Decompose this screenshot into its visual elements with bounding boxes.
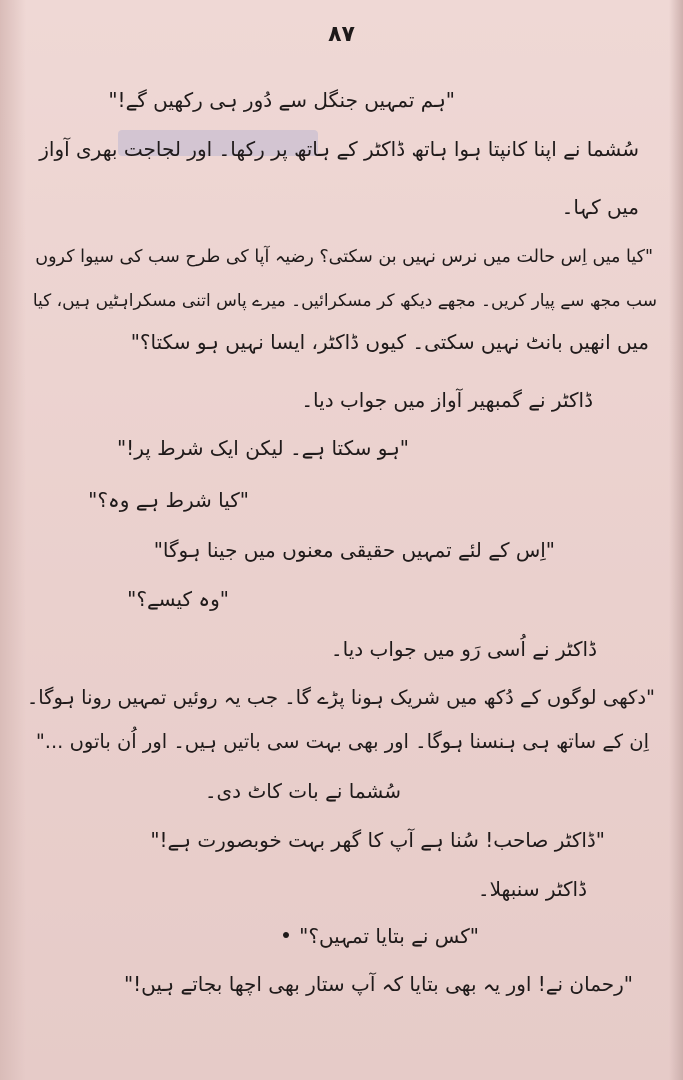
text-line: "کیا شرط ہے وہ؟"	[88, 488, 249, 512]
text-line: ڈاکٹر نے اُسی رَو میں جواب دیا۔	[330, 637, 597, 661]
text-line: "اِس کے لئے تمہیں حقیقی معنوں میں جینا ہوگا"	[153, 538, 555, 562]
text-line: "ڈاکٹر صاحب! سُنا ہے آپ کا گھر بہت خوبصورت ہے!"	[150, 828, 605, 852]
text-line: میں انھیں بانٹ نہیں سکتی۔ کیوں ڈاکٹر، ایسا نہیں ہو سکتا؟"	[130, 330, 649, 354]
text-line: "ہم تمہیں جنگل سے دُور ہی رکھیں گے!"	[108, 88, 455, 112]
page-right-shadow	[669, 0, 683, 1080]
text-line: میں کہا۔	[561, 195, 639, 219]
text-line: سب مجھ سے پیار کریں۔ مجھے دیکھ کر مسکرائیں۔ میرے پاس اتنی مسکراہٹیں ہیں، کیا	[32, 291, 657, 311]
page-number: ۸۷	[328, 22, 355, 47]
text-line: "کیا میں اِس حالت میں نرس نہیں بن سکتی؟ رضیہ آپا کی طرح سب کی سیوا کروں	[35, 247, 653, 267]
ink-dot	[283, 932, 289, 938]
text-line: "ہو سکتا ہے۔ لیکن ایک شرط پر!"	[116, 436, 409, 460]
text-line: "کس نے بتایا تمہیں؟"	[299, 924, 479, 948]
text-line: ڈاکٹر سنبھلا۔	[477, 877, 587, 901]
text-line: سُشما نے بات کاٹ دی۔	[204, 779, 401, 803]
text-line: سُشما نے اپنا کانپتا ہوا ہاتھ ڈاکٹر کے ہاتھ پر رکھا۔ اور لجاجت بھری آواز	[39, 137, 639, 161]
text-line: اِن کے ساتھ ہی ہنسنا ہوگا۔ اور بھی بہت سی باتیں ہیں۔ اور اُن باتوں ..."	[35, 730, 649, 753]
text-line: "دکھی لوگوں کے دُکھ میں شریک ہونا پڑے گا۔ جب یہ روئیں تمہیں رونا ہوگا۔	[26, 686, 655, 709]
text-line: "رحمان نے! اور یہ بھی بتایا کہ آپ ستار بھی اچھا بجاتے ہیں!"	[123, 972, 633, 996]
text-line: ڈاکٹر نے گمبھیر آواز میں جواب دیا۔	[301, 388, 593, 412]
text-line: "وہ کیسے؟"	[127, 587, 229, 611]
page-left-shadow	[0, 0, 26, 1080]
